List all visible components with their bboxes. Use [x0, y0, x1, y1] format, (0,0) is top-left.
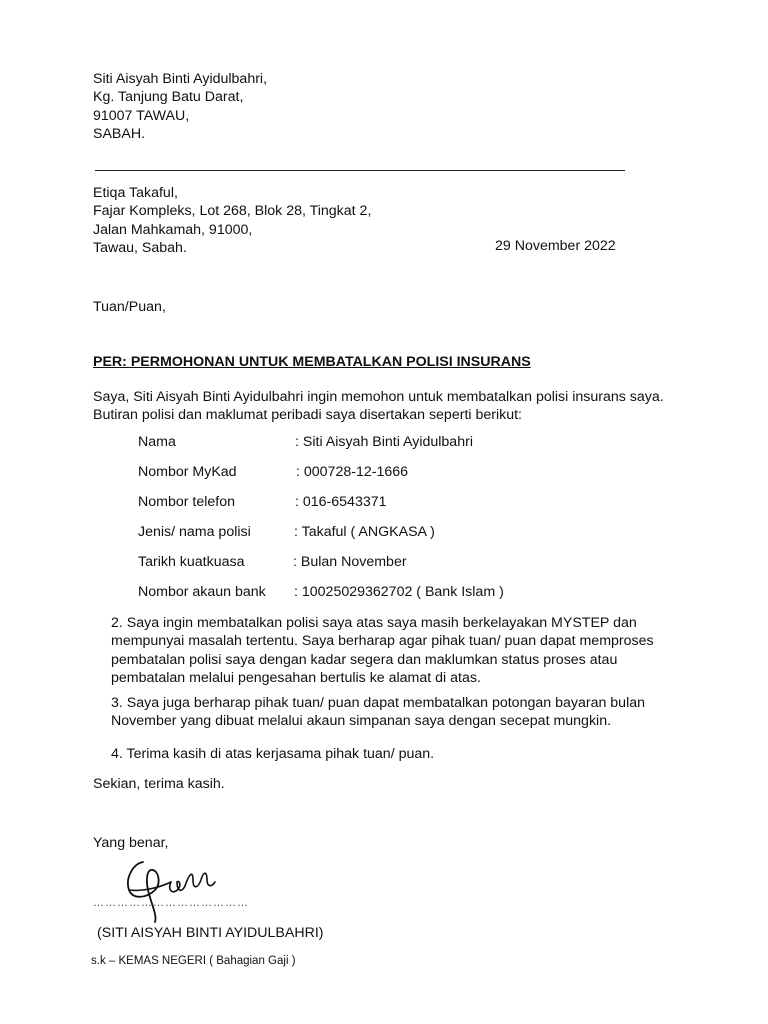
letter-date: 29 November 2022	[495, 238, 616, 254]
handwritten-signature	[115, 850, 225, 925]
address-separator	[95, 170, 625, 171]
signature-dotted-line: …………………………………	[93, 897, 249, 909]
recipient-building: Fajar Kompleks, Lot 268, Blok 28, Tingkat 2,	[93, 203, 372, 220]
intro-line-1: Saya, Siti Aisyah Binti Ayidulbahri ingin memohon untuk membatalkan polisi insurans saya.	[93, 389, 664, 405]
closing-remark: Sekian, terima kasih.	[93, 776, 225, 792]
detail-value: : 10025029362702 ( Bank Islam )	[294, 584, 504, 600]
detail-label: Nombor akaun bank	[138, 584, 266, 600]
letter-subject: PER: PERMOHONAN UNTUK MEMBATALKAN POLISI INSURANS	[93, 354, 531, 370]
sign-off: Yang benar,	[93, 835, 169, 851]
sender-address	[93, 70, 267, 143]
detail-label: Nombor MyKad	[138, 464, 237, 480]
sender-village: Kg. Tanjung Batu Darat,	[93, 89, 244, 106]
sender-state: SABAH.	[93, 125, 146, 142]
paragraph-3: 3. Saya juga berharap pihak tuan/ puan dapat membatalkan potongan bayaran bulan November yang dibuat melalui akaun simpanan saya dengan secepat mungkin.	[111, 695, 646, 730]
detail-label: Tarikh kuatkuasa	[138, 554, 245, 570]
detail-value: : Siti Aisyah Binti Ayidulbahri	[295, 434, 473, 450]
detail-value: : 000728-12-1666	[296, 464, 409, 480]
paragraph-2: 2. Saya ingin membatalkan polisi saya atas saya masih berkelayakan MYSTEP dan mempunyai masalah tertentu. Saya berharap agar pihak tuan/ puan dapat memproses pembatalan polisi saya dengan kadar segera dan maklumkan status proses atau pembatalan melalui pengesahan bertulis ke alamat di atas.	[111, 615, 654, 686]
detail-value: : Takaful ( ANGKASA )	[294, 524, 435, 540]
carbon-copy: s.k – KEMAS NEGERI ( Bahagian Gaji )	[91, 955, 296, 967]
sender-name: Siti Aisyah Binti Ayidulbahri,	[93, 71, 268, 87]
recipient-street: Jalan Mahkamah, 91000,	[93, 221, 253, 238]
salutation: Tuan/Puan,	[93, 299, 166, 315]
detail-value: : 016-6543371	[295, 494, 387, 510]
intro-line-2: Butiran polisi dan maklumat peribadi saya disertakan seperti berikut:	[93, 407, 522, 424]
intro-paragraph	[93, 388, 664, 425]
recipient-city: Tawau, Sabah.	[93, 239, 187, 256]
detail-label: Nombor telefon	[138, 494, 235, 510]
recipient-company: Etiqa Takaful,	[93, 185, 178, 201]
detail-label: Nama	[138, 434, 176, 450]
recipient-address	[93, 184, 371, 257]
detail-value: : Bulan November	[293, 554, 407, 570]
signer-name: (SITI AISYAH BINTI AYIDULBAHRI)	[97, 925, 324, 941]
sender-postcode-city: 91007 TAWAU,	[93, 107, 190, 124]
paragraph-4: 4. Terima kasih di atas kerjasama pihak tuan/ puan.	[111, 746, 435, 762]
detail-label: Jenis/ nama polisi	[138, 524, 251, 540]
